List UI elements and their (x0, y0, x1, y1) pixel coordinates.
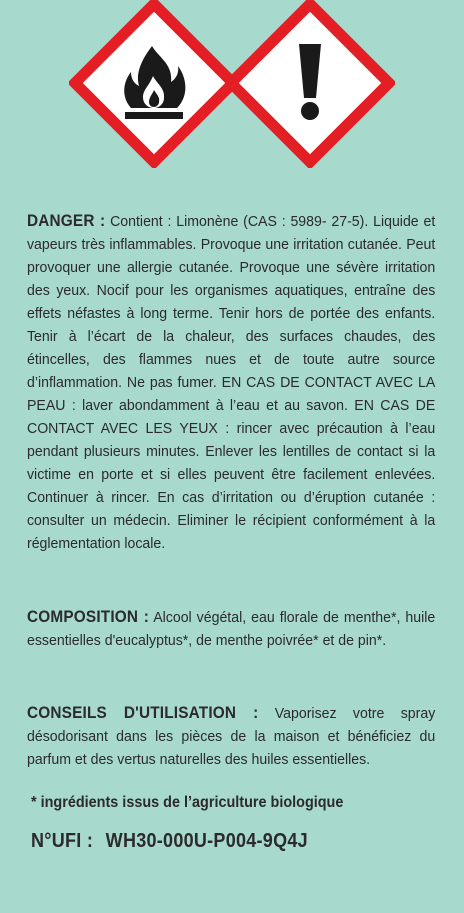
conseils-text: Vaporisez votre spray désodorisant dans les pièces de la maison et bénéficiez du parfum et des vertus naturelles des huiles essentielles. (27, 705, 436, 768)
composition-heading: COMPOSITION : (27, 608, 149, 626)
hazard-pictograms (0, 0, 464, 180)
ghs-flame-icon (69, 0, 239, 168)
composition-section (27, 606, 435, 652)
conseils-heading: CONSEILS D'UTILISATION : (27, 704, 259, 722)
ufi-label: N°UFI : (31, 830, 94, 852)
organic-footnote: * ingrédients issus de l’agriculture biologique (31, 794, 344, 811)
ufi-code: WH30-000U-P004-9Q4J (105, 830, 308, 852)
ghs-exclamation-icon (225, 0, 395, 168)
ufi-code-line (31, 830, 308, 853)
conseils-section (27, 702, 435, 771)
danger-heading: DANGER : (27, 212, 106, 230)
danger-section (27, 210, 435, 555)
danger-text: Contient : Limonène (CAS : 5989- 27-5). Liquide et vapeurs très inflammables. Provoque une irritation cutanée. Peut provoquer une allergie cutanée. Provoque une sévère irritation des yeux. Nocif pour les organismes aquatiques, entraîne des effets néfastes à long terme. Tenir hors de portée des enfants. Tenir à l’écart de la chaleur, des surfaces chaudes, des étincelles, des flammes nues et de toute autre source d’inflammation. Ne pas fumer. EN CAS DE CONTACT AVEC LA PEAU : laver abondamment à l’eau et au savon. EN CAS DE CONTACT AVEC LES YEUX : rincer avec précaution à l’eau pendant plusieurs minutes. Enlever les lentilles de contact si la victime en porte et si elles peuvent être facilement enlevées. Continuer à rincer. En cas d’irritation ou d’éruption cutanée : consulter un médecin. Eliminer le récipient conformément à la réglementation locale. (27, 213, 436, 552)
composition-text: Alcool végétal, eau florale de menthe*, huile essentielles d'eucalyptus*, de menthe poivrée* et de pin*. (27, 609, 436, 649)
